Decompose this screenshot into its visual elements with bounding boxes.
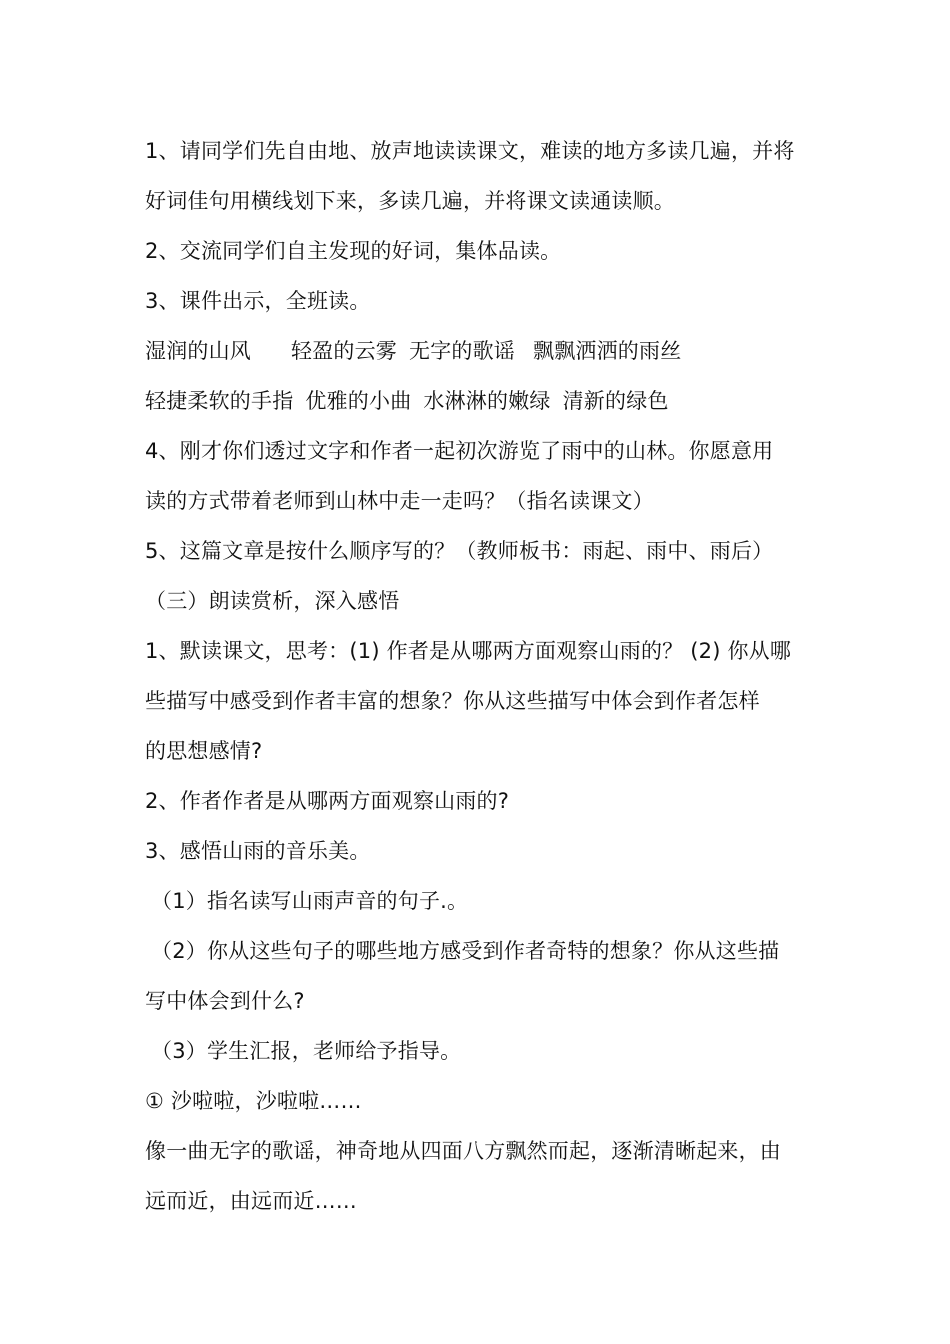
word-item: 湿润的山风	[145, 339, 251, 363]
question-3-line: 3、感悟山雨的音乐美。	[145, 839, 371, 863]
step-1-line-2: 好词佳句用横线划下来，多读几遍，并将课文读通读顺。	[145, 189, 675, 213]
document-body	[145, 126, 810, 1226]
word-row-2	[145, 376, 810, 426]
word-row-1	[145, 326, 810, 376]
reading-task-line-3: 的思想感情?	[145, 739, 263, 763]
step-4-line-1: 4、刚才你们透过文字和作者一起初次游览了雨中的山林。你愿意用	[145, 439, 774, 463]
word-item: 飘飘洒洒的雨丝	[533, 339, 682, 363]
step-3-line: 3、课件出示，全班读。	[145, 289, 371, 313]
step-1-line-1: 1、请同学们先自由地、放声地读读课文，难读的地方多读几遍，并将	[145, 139, 795, 163]
word-item: 清新的绿色	[562, 389, 669, 413]
sub-item-1: （1）指名读写山雨声音的句子.。	[151, 889, 469, 913]
section-heading: （三）朗读赏析，深入感悟	[145, 589, 400, 613]
sub-item-2-line-1: （2）你从这些句子的哪些地方感受到作者奇特的想象？你从这些描	[151, 939, 780, 963]
word-item: 轻捷柔软的手指	[145, 389, 294, 413]
word-item: 无字的歌谣	[409, 339, 515, 363]
reading-task-line-2: 些描写中感受到作者丰富的想象？你从这些描写中体会到作者怎样	[145, 689, 760, 713]
step-2-line: 2、交流同学们自主发现的好词，集体品读。	[145, 239, 562, 263]
word-item: 轻盈的云雾	[291, 339, 397, 363]
reading-task-line-1: 1、默读课文，思考：(1) 作者是从哪两方面观察山雨的？ (2) 你从哪	[145, 639, 792, 663]
word-item: 优雅的小曲	[305, 389, 412, 413]
sub-item-3: （3）学生汇报，老师给予指导。	[151, 1039, 462, 1063]
sub-item-2-line-2: 写中体会到什么?	[145, 989, 305, 1013]
word-item: 水淋淋的嫩绿	[423, 389, 551, 413]
quote-line-2: 像一曲无字的歌谣，神奇地从四面八方飘然而起，逐渐清晰起来，由	[145, 1139, 781, 1163]
step-5-line: 5、这篇文章是按什么顺序写的？（教师板书：雨起、雨中、雨后）	[145, 539, 774, 563]
step-4-line-2: 读的方式带着老师到山林中走一走吗？（指名读课文）	[145, 489, 654, 513]
quote-line-1: ① 沙啦啦，沙啦啦……	[145, 1089, 362, 1113]
quote-line-3: 远而近，由远而近……	[145, 1189, 357, 1213]
question-2-line: 2、作者作者是从哪两方面观察山雨的?	[145, 789, 510, 813]
